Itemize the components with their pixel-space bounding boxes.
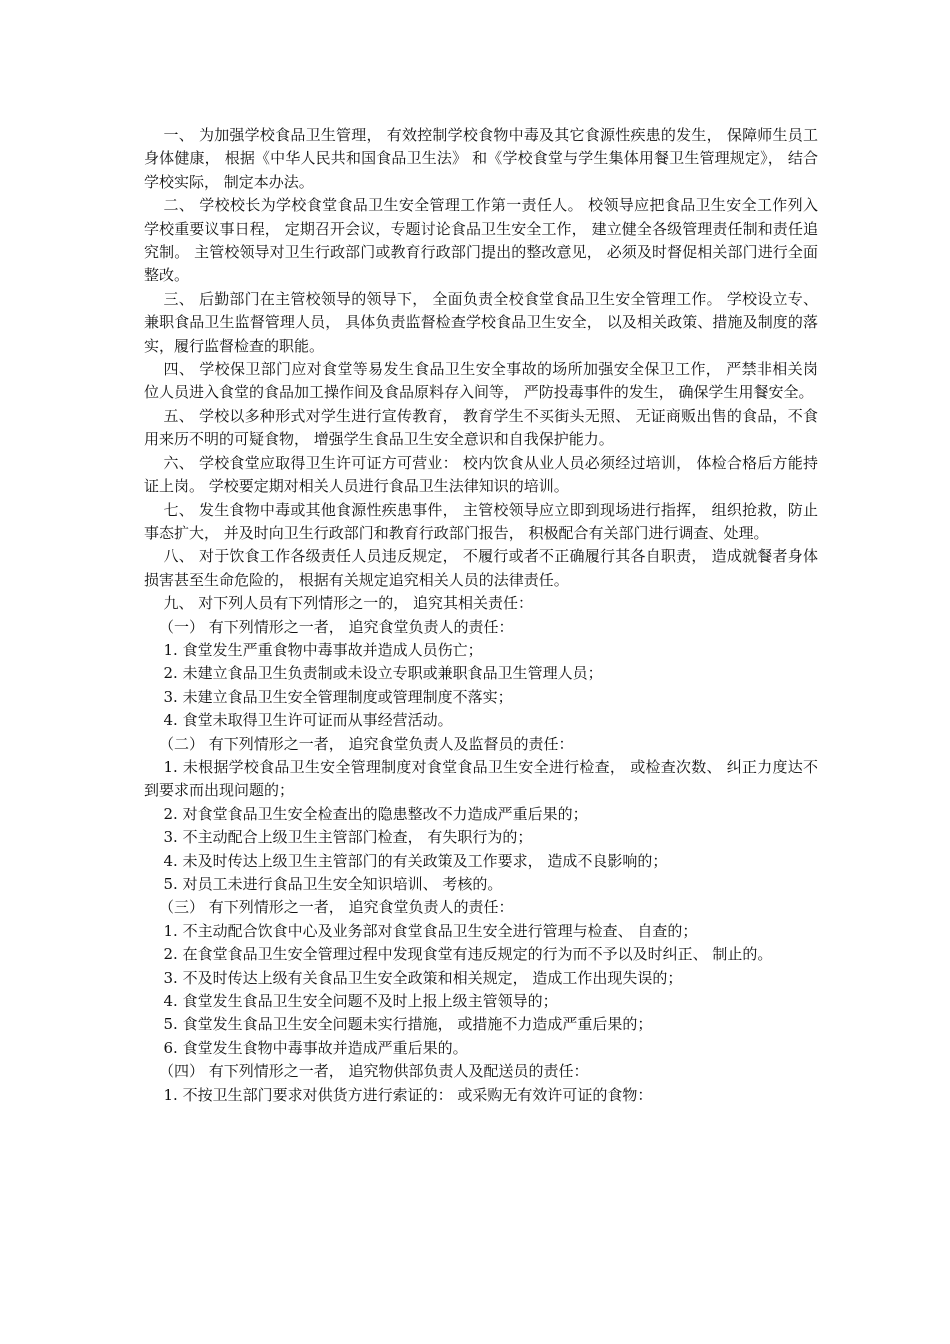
paragraph: 三、 后勤部门在主管校领导的领导下， 全面负责全校食堂食品卫生安全管理工作。 学校设立专、 兼职食品卫生监督管理人员， 具体负责监督检查学校食品卫生安全， 以及相关政策、措施及制度的落实，履行监督检查的职能。 xyxy=(144,289,818,355)
paragraph: 四、 学校保卫部门应对食堂等易发生食品卫生安全事故的场所加强安全保卫工作， 严禁非相关岗位人员进入食堂的食品加工操作间及食品原料存入间等， 严防投毒事件的发生， 确保学生用餐安全。 xyxy=(144,360,818,402)
section-heading: （四） 有下列情形之一者， 追究物供部负责人及配送员的责任： xyxy=(159,1062,589,1081)
paragraph: 二、 学校校长为学校食堂食品卫生安全管理工作第一责任人。 校领导应把食品卫生安全工作列入学校重要议事日程， 定期召开会议，专题讨论食品卫生安全工作， 建立健全各级管理责任制和责任追究制。 主管校领导对卫生行政部门或教育行政部门提出的整改意见， 必须及时督促相关部门进行全面整改。 xyxy=(144,196,818,285)
list-item: 1. 不按卫生部门要求对供货方进行索证的： 或采购无有效许可证的食物： xyxy=(163,1085,653,1104)
paragraph: 一、 为加强学校食品卫生管理， 有效控制学校食物中毒及其它食源性疾患的发生， 保障师生员工身体健康， 根据《中华人民共和国食品卫生法》 和《学校食堂与学生集体用餐卫生管理规定》， 结合学校实际， 制定本办法。 xyxy=(144,126,818,191)
list-item: 6. 食堂发生食物中毒事故并造成严重后果的。 xyxy=(163,1038,468,1057)
list-item: 5. 食堂发生食品卫生安全问题未实行措施， 或措施不力造成严重后果的； xyxy=(163,1015,653,1034)
list-item: 1. 未根据学校食品卫生安全管理制度对食堂食品卫生安全进行检查， 或检查次数、 纠正力度达不到要求而出现问题的； xyxy=(144,757,818,800)
list-item: 4. 食堂未取得卫生许可证而从事经营活动。 xyxy=(163,711,453,730)
paragraph: 七、 发生食物中毒或其他食源性疾患事件， 主管校领导应立即到现场进行指挥， 组织抢救，防止事态扩大， 并及时向卫生行政部门和教育行政部门报告， 积极配合有关部门进行调查、处理。 xyxy=(144,500,818,542)
list-item: 5. 对员工未进行食品卫生安全知识培训、 考核的。 xyxy=(163,875,503,893)
section-heading: （二） 有下列情形之一者， 追究食堂负责人及监督员的责任： xyxy=(159,734,574,753)
list-item: 1. 不主动配合饮食中心及业务部对食堂食品卫生安全进行管理与检查、 自查的； xyxy=(163,921,698,940)
list-item: 2. 未建立食品卫生负责制或未设立专职或兼职食品卫生管理人员； xyxy=(163,664,603,683)
list-item: 1. 食堂发生严重食物中毒事故并造成人员伤亡； xyxy=(163,640,483,659)
list-item: 3. 不及时传达上级有关食品卫生安全政策和相关规定， 造成工作出现失误的； xyxy=(163,968,683,987)
document-body xyxy=(144,124,818,1107)
paragraph: 八、 对于饮食工作各级责任人员违反规定， 不履行或者不正确履行其各自职责， 造成就餐者身体损害甚至生命危险的， 根据有关规定追究相关人员的法律责任。 xyxy=(144,547,818,589)
paragraph: 六、 学校食堂应取得卫生许可证方可营业： 校内饮食从业人员必须经过培训， 体检合格后方能持证上岗。 学校要定期对相关人员进行食品卫生法律知识的培训。 xyxy=(144,453,818,496)
paragraph: 五、 学校以多种形式对学生进行宣传教育， 教育学生不买街头无照、 无证商贩出售的食品，不食用来历不明的可疑食物， 增强学生食品卫生安全意识和自我保护能力。 xyxy=(144,406,818,449)
paragraph: 九、 对下列人员有下列情形之一的， 追究其相关责任： xyxy=(163,594,534,613)
list-item: 2. 对食堂食品卫生安全检查出的隐患整改不力造成严重后果的； xyxy=(163,804,588,823)
list-item: 2. 在食堂食品卫生安全管理过程中发现食堂有违反规定的行为而不予以及时纠正、 制止的。 xyxy=(163,945,773,964)
list-item: 3. 不主动配合上级卫生主管部门检查， 有失职行为的； xyxy=(163,828,533,847)
list-item: 4. 未及时传达上级卫生主管部门的有关政策及工作要求， 造成不良影响的； xyxy=(163,851,668,870)
section-heading: （一） 有下列情形之一者， 追究食堂负责人的责任： xyxy=(159,617,514,636)
section-heading: （三） 有下列情形之一者， 追究食堂负责人的责任： xyxy=(159,898,514,917)
list-item: 4. 食堂发生食品卫生安全问题不及时上报上级主管领导的； xyxy=(163,992,558,1011)
list-item: 3. 未建立食品卫生安全管理制度或管理制度不落实； xyxy=(163,687,513,706)
